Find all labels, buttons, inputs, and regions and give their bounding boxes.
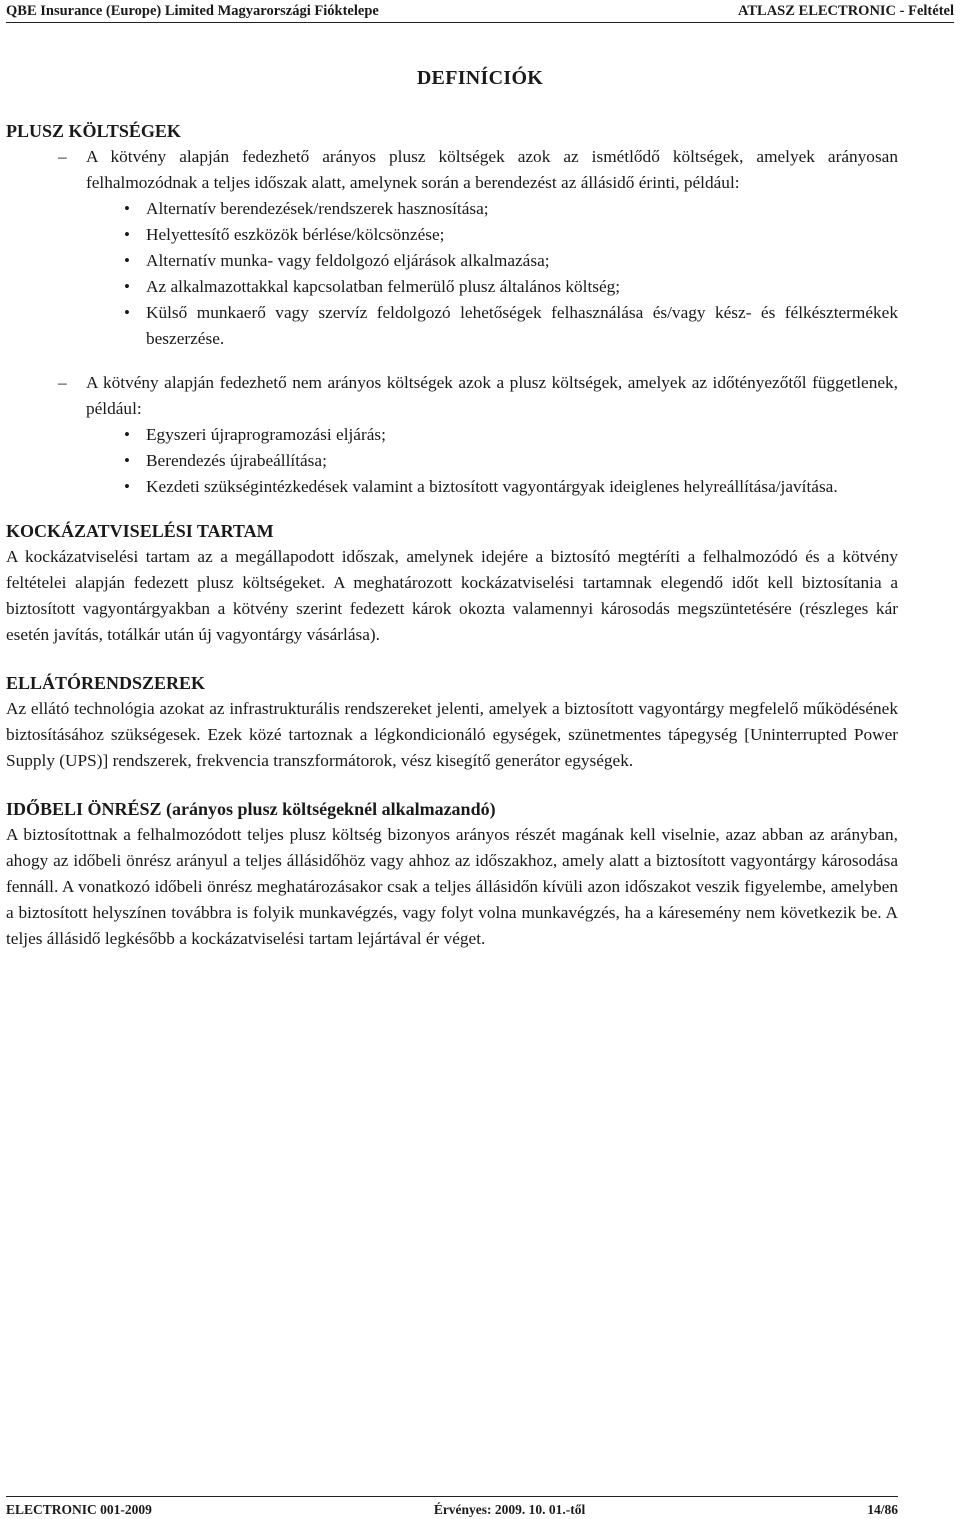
dash-icon: – [58, 147, 67, 166]
bullet-icon: • [124, 251, 130, 270]
bullet-icon: • [124, 199, 130, 218]
list-item-text: Alternatív munka- vagy feldolgozó eljárások alkalmazása; [146, 251, 550, 270]
dash-item-proportional [6, 144, 898, 196]
dash-icon: – [58, 373, 67, 392]
list-item [124, 248, 898, 274]
bullet-icon: • [124, 225, 130, 244]
page-footer [6, 1496, 898, 1518]
list-item [124, 448, 898, 474]
bullet-list-proportional [6, 196, 898, 352]
list-item-text: Berendezés újrabeállítása; [146, 451, 327, 470]
section-heading-ellato: ELLÁTÓRENDSZEREK [6, 673, 206, 693]
page-title: DEFINÍCIÓK [416, 67, 544, 89]
document-body [6, 118, 898, 952]
list-item [124, 474, 898, 500]
header-document: ATLASZ ELECTRONIC - Feltétel [737, 3, 954, 19]
list-item-text: Az alkalmazottakkal kapcsolatban felmerülő plusz általános költség; [146, 277, 621, 296]
page-header [6, 0, 954, 23]
bullet-icon: • [124, 277, 130, 296]
list-item-text: Helyettesítő eszközök bérlése/kölcsönzése; [146, 225, 445, 244]
bullet-icon: • [124, 451, 130, 470]
bullet-icon: • [124, 303, 130, 322]
dash-item-non-proportional [6, 370, 898, 422]
list-item-text: Alternatív berendezések/rendszerek hasznosítása; [146, 199, 489, 218]
section-heading-idobeli: IDŐBELI ÖNRÉSZ (arányos plusz költségeknél alkalmazandó) [6, 799, 496, 819]
section-text-kockazat: A kockázatviselési tartam az a megállapodott időszak, amelynek idejére a biztosító megtéríti a felhalmozódó és a kötvény feltételei alapján fedezett plusz költségeket. A meghatározott kockázatviselési tartamnak elegendő időt kell biztosítania a biztosított vagyontárgyakban a kötvény szerint fedezett károk okozta valamennyi károsodás megszüntetésére (részleges kár esetén javítás, totálkár után új vagyontárgy vásárlása). [6, 547, 898, 644]
list-item-text: Egyszeri újraprogramozási eljárás; [146, 425, 386, 444]
list-item [124, 222, 898, 248]
section-heading-kockazat: KOCKÁZATVISELÉSI TARTAM [6, 521, 274, 541]
dash-item-text: A kötvény alapján fedezhető arányos plusz költségek azok az ismétlődő költségek, amelyek arányosan felhalmozódnak a teljes időszak alatt, amelynek során a berendezést az állásidő érinti, például: [86, 147, 898, 192]
list-item [124, 196, 898, 222]
dash-item-text: A kötvény alapján fedezhető nem arányos költségek azok a plusz költségek, amelyek az időtényezőtől függetlenek, például: [86, 373, 898, 418]
footer-validity: Érvényes: 2009. 10. 01.-től [433, 1502, 586, 1517]
list-item [124, 274, 898, 300]
list-item [124, 300, 898, 352]
list-item [124, 422, 898, 448]
footer-page-number: 14/86 [867, 1502, 898, 1517]
header-company: QBE Insurance (Europe) Limited Magyarországi Fióktelepe [6, 3, 379, 19]
bullet-list-non-proportional [6, 422, 898, 500]
section-text-ellato: Az ellátó technológia azokat az infrastrukturális rendszereket jelenti, amelyek a biztosított vagyontárgy megfelelő működésének biztosításához szükségesek. Ezek közé tartoznak a légkondicionáló egységek, szünetmentes tápegység [Uninterrupted Power Supply (UPS)] rendszerek, frekvencia transzformátorok, vész kisegítő generátor egységek. [6, 699, 898, 770]
list-item-text: Külső munkaerő vagy szervíz feldolgozó lehetőségek felhasználása és/vagy kész- és félkésztermékek beszerzése. [146, 303, 898, 348]
list-item-text: Kezdeti szükségintézkedések valamint a biztosított vagyontárgyak ideiglenes helyreállítása/javítása. [146, 477, 838, 496]
bullet-icon: • [124, 477, 130, 496]
bullet-icon: • [124, 425, 130, 444]
footer-doc-code: ELECTRONIC 001-2009 [6, 1502, 152, 1517]
section-text-idobeli: A biztosítottnak a felhalmozódott teljes plusz költség bizonyos arányos részét magának kell viselnie, azaz abban az arányban, ahogy az időbeli önrész arányul a teljes állásidőhöz vagy ahhoz az időszakhoz, amely alatt a biztosított vagyontárgy károsodása fennáll. A vonatkozó időbeli önrész meghatározásakor csak a teljes állásidőn kívüli azon időszakot veszik figyelembe, amelyben a biztosított helyszínen továbbra is folyik munkavégzés, vagy folyt volna munkavégzés, ha a káresemény nem következik be. A teljes állásidő legkésőbb a kockázatviselési tartam lejártával ér véget. [6, 825, 898, 948]
section-heading-plusz: PLUSZ KÖLTSÉGEK [6, 121, 181, 141]
